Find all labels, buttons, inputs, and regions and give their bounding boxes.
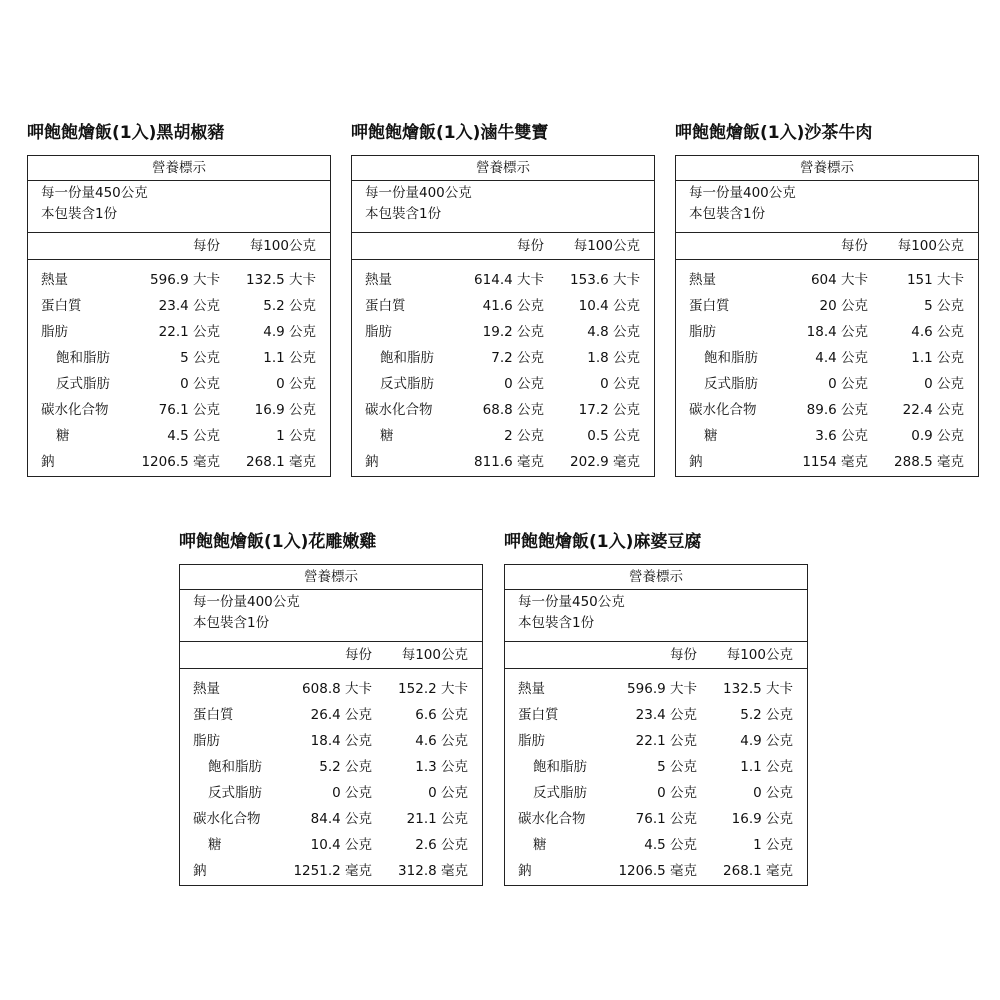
column-header: [28, 233, 330, 260]
row-protein: [505, 702, 807, 728]
per-100g-value: 1.3 公克: [415, 759, 468, 775]
per-serving-value: 1206.5 毫克: [618, 863, 697, 879]
per-100g-header: 每100公克: [249, 238, 316, 254]
nutrient-name: 蛋白質: [689, 298, 730, 314]
servings-per-pack: 本包裝含1份: [518, 615, 595, 631]
per-serving-value: 18.4 公克: [310, 733, 372, 749]
per-100g-value: 0 公克: [600, 376, 640, 392]
per-serving-value: 4.5 公克: [644, 837, 697, 853]
serving-info: [352, 181, 654, 233]
nutrient-name: 脂肪: [41, 324, 68, 340]
per-100g-value: 1 公克: [276, 428, 316, 444]
per-100g-value: 202.9 毫克: [570, 454, 640, 470]
row-fat: [28, 319, 330, 345]
per-100g-value: 4.8 公克: [587, 324, 640, 340]
nutrient-name: 熱量: [518, 681, 545, 697]
per-serving-value: 19.2 公克: [482, 324, 544, 340]
nutrient-name: 脂肪: [689, 324, 716, 340]
per-100g-header: 每100公克: [897, 238, 964, 254]
servings-per-pack: 本包裝含1份: [193, 615, 270, 631]
row-trans-fat: [28, 371, 330, 397]
nutrient-name: 反式脂肪: [533, 785, 587, 801]
nutrient-name: 蛋白質: [193, 707, 234, 723]
servings-per-pack: 本包裝含1份: [689, 206, 766, 222]
nutrient-name: 蛋白質: [365, 298, 406, 314]
nutrient-name: 脂肪: [518, 733, 545, 749]
per-100g-value: 5 公克: [924, 298, 964, 314]
per-100g-value: 132.5 大卡: [246, 272, 316, 288]
nutrient-name: 反式脂肪: [208, 785, 262, 801]
per-serving-value: 22.1 公克: [158, 324, 220, 340]
per-100g-value: 1.1 公克: [740, 759, 793, 775]
per-serving-value: 4.5 公克: [167, 428, 220, 444]
nutrient-name: 糖: [533, 837, 547, 853]
label-header: 營養標示: [676, 156, 978, 181]
row-fat: [676, 319, 978, 345]
nutrient-name: 熱量: [41, 272, 68, 288]
per-100g-value: 10.4 公克: [578, 298, 640, 314]
per-100g-value: 152.2 大卡: [398, 681, 468, 697]
per-100g-value: 151 大卡: [906, 272, 964, 288]
per-serving-value: 0 公克: [180, 376, 220, 392]
label-header: 營養標示: [505, 565, 807, 590]
product-title: 呷飽飽燴飯(1入)花雕嫩雞: [179, 532, 377, 552]
nutrition-label: [179, 564, 483, 886]
per-serving-header: 每份: [670, 647, 697, 663]
per-serving-value: 1251.2 毫克: [293, 863, 372, 879]
per-100g-value: 1 公克: [753, 837, 793, 853]
label-header: 營養標示: [352, 156, 654, 181]
row-trans-fat: [180, 780, 482, 806]
label-header: 營養標示: [180, 565, 482, 590]
per-100g-value: 0 公克: [924, 376, 964, 392]
per-serving-value: 76.1 公克: [635, 811, 697, 827]
per-serving-header: 每份: [193, 238, 220, 254]
row-saturated-fat: [28, 345, 330, 371]
per-serving-value: 84.4 公克: [310, 811, 372, 827]
per-serving-value: 2 公克: [504, 428, 544, 444]
nutrient-name: 碳水化合物: [365, 402, 433, 418]
nutrient-rows: [505, 669, 807, 884]
per-serving-value: 0 公克: [504, 376, 544, 392]
per-100g-value: 4.6 公克: [415, 733, 468, 749]
nutrient-name: 飽和脂肪: [533, 759, 587, 775]
per-serving-value: 608.8 大卡: [302, 681, 372, 697]
per-serving-value: 1154 毫克: [802, 454, 868, 470]
nutrition-label: [27, 155, 331, 477]
label-header: 營養標示: [28, 156, 330, 181]
per-serving-header: 每份: [345, 647, 372, 663]
row-carbohydrate: [352, 397, 654, 423]
per-serving-header: 每份: [517, 238, 544, 254]
per-serving-value: 18.4 公克: [806, 324, 868, 340]
per-100g-value: 16.9 公克: [731, 811, 793, 827]
servings-per-pack: 本包裝含1份: [365, 206, 442, 222]
row-sodium: [505, 858, 807, 884]
row-trans-fat: [352, 371, 654, 397]
row-saturated-fat: [676, 345, 978, 371]
per-100g-value: 4.6 公克: [911, 324, 964, 340]
per-serving-value: 76.1 公克: [158, 402, 220, 418]
nutrient-name: 鈉: [193, 863, 207, 879]
per-100g-value: 268.1 毫克: [246, 454, 316, 470]
row-calories: [505, 676, 807, 702]
serving-info: [505, 590, 807, 642]
per-serving-value: 614.4 大卡: [474, 272, 544, 288]
per-100g-value: 0.9 公克: [911, 428, 964, 444]
column-header: [352, 233, 654, 260]
nutrient-name: 鈉: [365, 454, 379, 470]
per-serving-value: 23.4 公克: [158, 298, 220, 314]
per-100g-value: 16.9 公克: [254, 402, 316, 418]
per-100g-value: 0 公克: [753, 785, 793, 801]
per-serving-value: 596.9 大卡: [627, 681, 697, 697]
per-serving-value: 5.2 公克: [319, 759, 372, 775]
per-100g-value: 312.8 毫克: [398, 863, 468, 879]
row-sugar: [28, 423, 330, 449]
product-title: 呷飽飽燴飯(1入)滷牛雙寶: [351, 123, 549, 143]
per-100g-value: 1.8 公克: [587, 350, 640, 366]
per-serving-value: 41.6 公克: [482, 298, 544, 314]
per-serving-value: 811.6 毫克: [474, 454, 544, 470]
row-sugar: [505, 832, 807, 858]
per-100g-value: 5.2 公克: [263, 298, 316, 314]
column-header: [505, 642, 807, 669]
row-saturated-fat: [352, 345, 654, 371]
row-sugar: [180, 832, 482, 858]
nutrient-rows: [180, 669, 482, 884]
serving-size: 每一份量400公克: [365, 185, 472, 201]
serving-info: [676, 181, 978, 233]
row-protein: [352, 293, 654, 319]
nutrient-name: 熱量: [193, 681, 220, 697]
per-serving-value: 26.4 公克: [310, 707, 372, 723]
nutrient-name: 飽和脂肪: [56, 350, 110, 366]
per-100g-value: 4.9 公克: [740, 733, 793, 749]
per-serving-value: 23.4 公克: [635, 707, 697, 723]
per-serving-value: 89.6 公克: [806, 402, 868, 418]
per-serving-value: 20 公克: [819, 298, 868, 314]
nutrient-name: 蛋白質: [518, 707, 559, 723]
serving-info: [28, 181, 330, 233]
nutrient-name: 反式脂肪: [56, 376, 110, 392]
per-serving-header: 每份: [841, 238, 868, 254]
row-sodium: [352, 449, 654, 475]
nutrient-name: 碳水化合物: [193, 811, 261, 827]
row-carbohydrate: [505, 806, 807, 832]
per-serving-value: 4.4 公克: [815, 350, 868, 366]
row-fat: [505, 728, 807, 754]
per-serving-value: 0 公克: [657, 785, 697, 801]
per-serving-value: 3.6 公克: [815, 428, 868, 444]
nutrient-rows: [28, 260, 330, 475]
nutrient-name: 飽和脂肪: [704, 350, 758, 366]
per-serving-value: 5 公克: [657, 759, 697, 775]
per-serving-value: 7.2 公克: [491, 350, 544, 366]
row-sodium: [676, 449, 978, 475]
column-header: [676, 233, 978, 260]
nutrient-name: 飽和脂肪: [380, 350, 434, 366]
nutrient-name: 糖: [56, 428, 70, 444]
nutrient-name: 糖: [380, 428, 394, 444]
nutrient-name: 脂肪: [365, 324, 392, 340]
per-100g-value: 1.1 公克: [263, 350, 316, 366]
per-100g-value: 288.5 毫克: [894, 454, 964, 470]
row-calories: [180, 676, 482, 702]
nutrient-name: 糖: [704, 428, 718, 444]
serving-size: 每一份量400公克: [689, 185, 796, 201]
per-serving-value: 22.1 公克: [635, 733, 697, 749]
per-100g-value: 153.6 大卡: [570, 272, 640, 288]
nutrition-label: [504, 564, 808, 886]
row-calories: [28, 267, 330, 293]
nutrient-name: 反式脂肪: [704, 376, 758, 392]
row-sugar: [676, 423, 978, 449]
row-trans-fat: [676, 371, 978, 397]
nutrition-label: [675, 155, 979, 477]
per-100g-value: 17.2 公克: [578, 402, 640, 418]
per-100g-value: 0 公克: [276, 376, 316, 392]
row-saturated-fat: [505, 754, 807, 780]
row-sugar: [352, 423, 654, 449]
servings-per-pack: 本包裝含1份: [41, 206, 118, 222]
per-100g-value: 0.5 公克: [587, 428, 640, 444]
row-carbohydrate: [676, 397, 978, 423]
row-fat: [180, 728, 482, 754]
nutrient-name: 鈉: [41, 454, 55, 470]
per-serving-value: 604 大卡: [810, 272, 868, 288]
nutrient-name: 碳水化合物: [689, 402, 757, 418]
per-100g-header: 每100公克: [573, 238, 640, 254]
per-100g-header: 每100公克: [726, 647, 793, 663]
nutrient-name: 鈉: [518, 863, 532, 879]
nutrient-name: 碳水化合物: [518, 811, 586, 827]
per-serving-value: 68.8 公克: [482, 402, 544, 418]
row-calories: [352, 267, 654, 293]
per-100g-value: 22.4 公克: [902, 402, 964, 418]
nutrient-rows: [676, 260, 978, 475]
per-100g-header: 每100公克: [401, 647, 468, 663]
row-sodium: [28, 449, 330, 475]
nutrient-name: 蛋白質: [41, 298, 82, 314]
serving-size: 每一份量450公克: [518, 594, 625, 610]
per-serving-value: 0 公克: [828, 376, 868, 392]
per-serving-value: 10.4 公克: [310, 837, 372, 853]
product-title: 呷飽飽燴飯(1入)黑胡椒豬: [27, 123, 225, 143]
row-calories: [676, 267, 978, 293]
per-serving-value: 5 公克: [180, 350, 220, 366]
per-100g-value: 2.6 公克: [415, 837, 468, 853]
product-title: 呷飽飽燴飯(1入)沙茶牛肉: [675, 123, 873, 143]
row-saturated-fat: [180, 754, 482, 780]
per-serving-value: 1206.5 毫克: [141, 454, 220, 470]
nutrient-name: 碳水化合物: [41, 402, 109, 418]
per-100g-value: 1.1 公克: [911, 350, 964, 366]
row-protein: [28, 293, 330, 319]
nutrient-rows: [352, 260, 654, 475]
row-protein: [676, 293, 978, 319]
nutrition-label: [351, 155, 655, 477]
nutrient-name: 鈉: [689, 454, 703, 470]
row-carbohydrate: [28, 397, 330, 423]
product-title: 呷飽飽燴飯(1入)麻婆豆腐: [504, 532, 702, 552]
per-serving-value: 0 公克: [332, 785, 372, 801]
serving-info: [180, 590, 482, 642]
per-100g-value: 132.5 大卡: [723, 681, 793, 697]
serving-size: 每一份量400公克: [193, 594, 300, 610]
nutrient-name: 熱量: [365, 272, 392, 288]
row-trans-fat: [505, 780, 807, 806]
row-carbohydrate: [180, 806, 482, 832]
per-100g-value: 6.6 公克: [415, 707, 468, 723]
row-sodium: [180, 858, 482, 884]
nutrient-name: 飽和脂肪: [208, 759, 262, 775]
nutrient-name: 糖: [208, 837, 222, 853]
per-100g-value: 4.9 公克: [263, 324, 316, 340]
per-100g-value: 5.2 公克: [740, 707, 793, 723]
serving-size: 每一份量450公克: [41, 185, 148, 201]
nutrient-name: 熱量: [689, 272, 716, 288]
row-protein: [180, 702, 482, 728]
row-fat: [352, 319, 654, 345]
per-100g-value: 21.1 公克: [406, 811, 468, 827]
nutrient-name: 反式脂肪: [380, 376, 434, 392]
per-100g-value: 268.1 毫克: [723, 863, 793, 879]
per-serving-value: 596.9 大卡: [150, 272, 220, 288]
per-100g-value: 0 公克: [428, 785, 468, 801]
nutrient-name: 脂肪: [193, 733, 220, 749]
column-header: [180, 642, 482, 669]
